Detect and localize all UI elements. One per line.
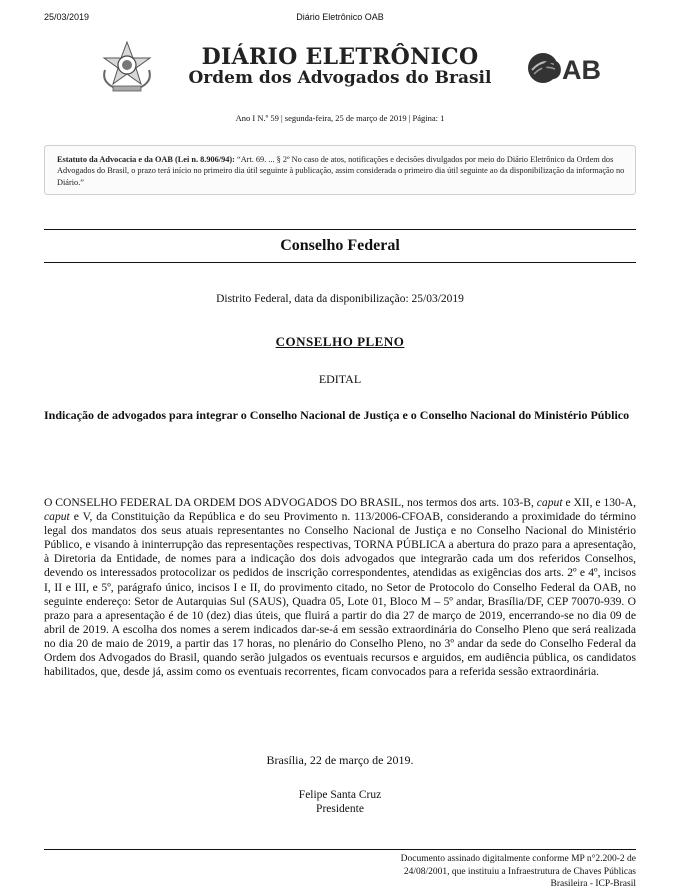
issue-line: Ano I N.º 59 | segunda-feira, 25 de março de 2019 | Página: 1 [235,113,445,123]
statute-label: Estatuto da Advocacia e da OAB (Lei n. 8.906/94): [57,155,235,164]
availability-date: Distrito Federal, data da disponibilização: 25/03/2019 [216,293,464,305]
body-heading: CONSELHO PLENO [275,334,405,349]
body-italic-caput-1: caput [536,496,563,509]
oab-logo-text: OAB [541,55,601,85]
body-text-part-2: e XII, e 130-A, [562,496,636,509]
digital-signature-note [330,853,636,891]
footer-rule [44,849,636,850]
masthead-title: DIÁRIO ELETRÔNICO [201,44,479,70]
body-text-part-1: O CONSELHO FEDERAL DA ORDEM DOS ADVOGADOS DO BRASIL, nos termos dos arts. 103-B, [44,496,537,509]
signatory-name: Felipe Santa Cruz [298,789,382,801]
body-italic-caput-2: caput [44,510,70,524]
footer-line-3: Brasileira - ICP-Brasil [550,879,636,889]
body-paragraph [44,496,636,679]
section-title: Conselho Federal [280,237,400,254]
masthead-subtitle: Ordem dos Advogados do Brasil [188,68,492,88]
header-site-name: Diário Eletrônico OAB [296,12,384,22]
footer-line-1: Documento assinado digitalmente conforme MP n°2.200-2 de [400,854,636,864]
signatory-role: Presidente [316,803,364,815]
document-type: EDITAL [318,372,362,386]
statute-text: “Art. 69. ... § 2º No caso de atos, notificações e decisões divulgados por meio do Diário Eletrônico da Ordem dos Advogados do Brasil, o prazo terá início no primeiro dia útil seguinte à publicação, assim considerada o primeiro dia útil seguinte ao da disponibilização da informação no Diário.” [57,155,625,187]
statute-notice-box [44,145,636,195]
body-text-part-3: e V, da Constituição da República e do seu Provimento n. 113/2006-CFOAB, considerando a proximidade do término legal dos mandatos dos seus atuais representantes no Conselho Nacional de Justiça e no Conselho Nacional do Ministério Público, e visando à ininterrupção das representações respectivas, TORNA PÚBLICA a abertura do prazo para a apresentação, à Diretoria da Entidade, de nomes para a indicação dos dois advogados que integrarão cada um dos referidos Conselhos, devendo os interessados protocolizar os pedidos de inscrição correspondentes, atendidas as exigências dos arts. 2º e 4º, incisos I, II e III, e 5º, parágrafo único, incisos I e II, do provimento citado, no Setor de Protocolo do Conselho Federal da OAB, no seguinte endereço: Setor de Autarquias Sul (SAUS), Quadra 05, Lote 01, Bloco M – 5º andar, Brasília/DF, CEP 70070-939. O prazo para a apresentação é de 10 (dez) dias úteis, que fluirá a partir do dia 27 de março de 2019, encerrando-se no dia 09 de abril de 2019. A escolha dos nomes a serem indicados dar-se-á em sessão extraordinária do Conselho Pleno que será realizada no dia 20 de maio de 2019, a partir das 17 horas, no plenário do Conselho Pleno, no 3º andar da sede do Conselho Federal da Ordem dos Advogados do Brasil, quando serão julgados os eventuais recursos e arguidos, em audiência pública, os candidatos habilitados, que, desde já, assim como os eventuais recorrentes, ficam convocados para a referida sessão extraordinária. [44,510,636,679]
oab-logo [528,50,602,86]
header-date: 25/03/2019 [44,12,90,22]
section-bottom-rule [44,262,636,263]
footer-line-2: 24/08/2001, que instituiu a Infraestrutura de Chaves Públicas [403,866,636,877]
section-top-rule [44,229,636,230]
place-and-date: Brasília, 22 de março de 2019. [266,753,414,767]
document-subject: Indicação de advogados para integrar o Conselho Nacional de Justiça e o Conselho Nacional do Ministério Público [44,408,630,422]
